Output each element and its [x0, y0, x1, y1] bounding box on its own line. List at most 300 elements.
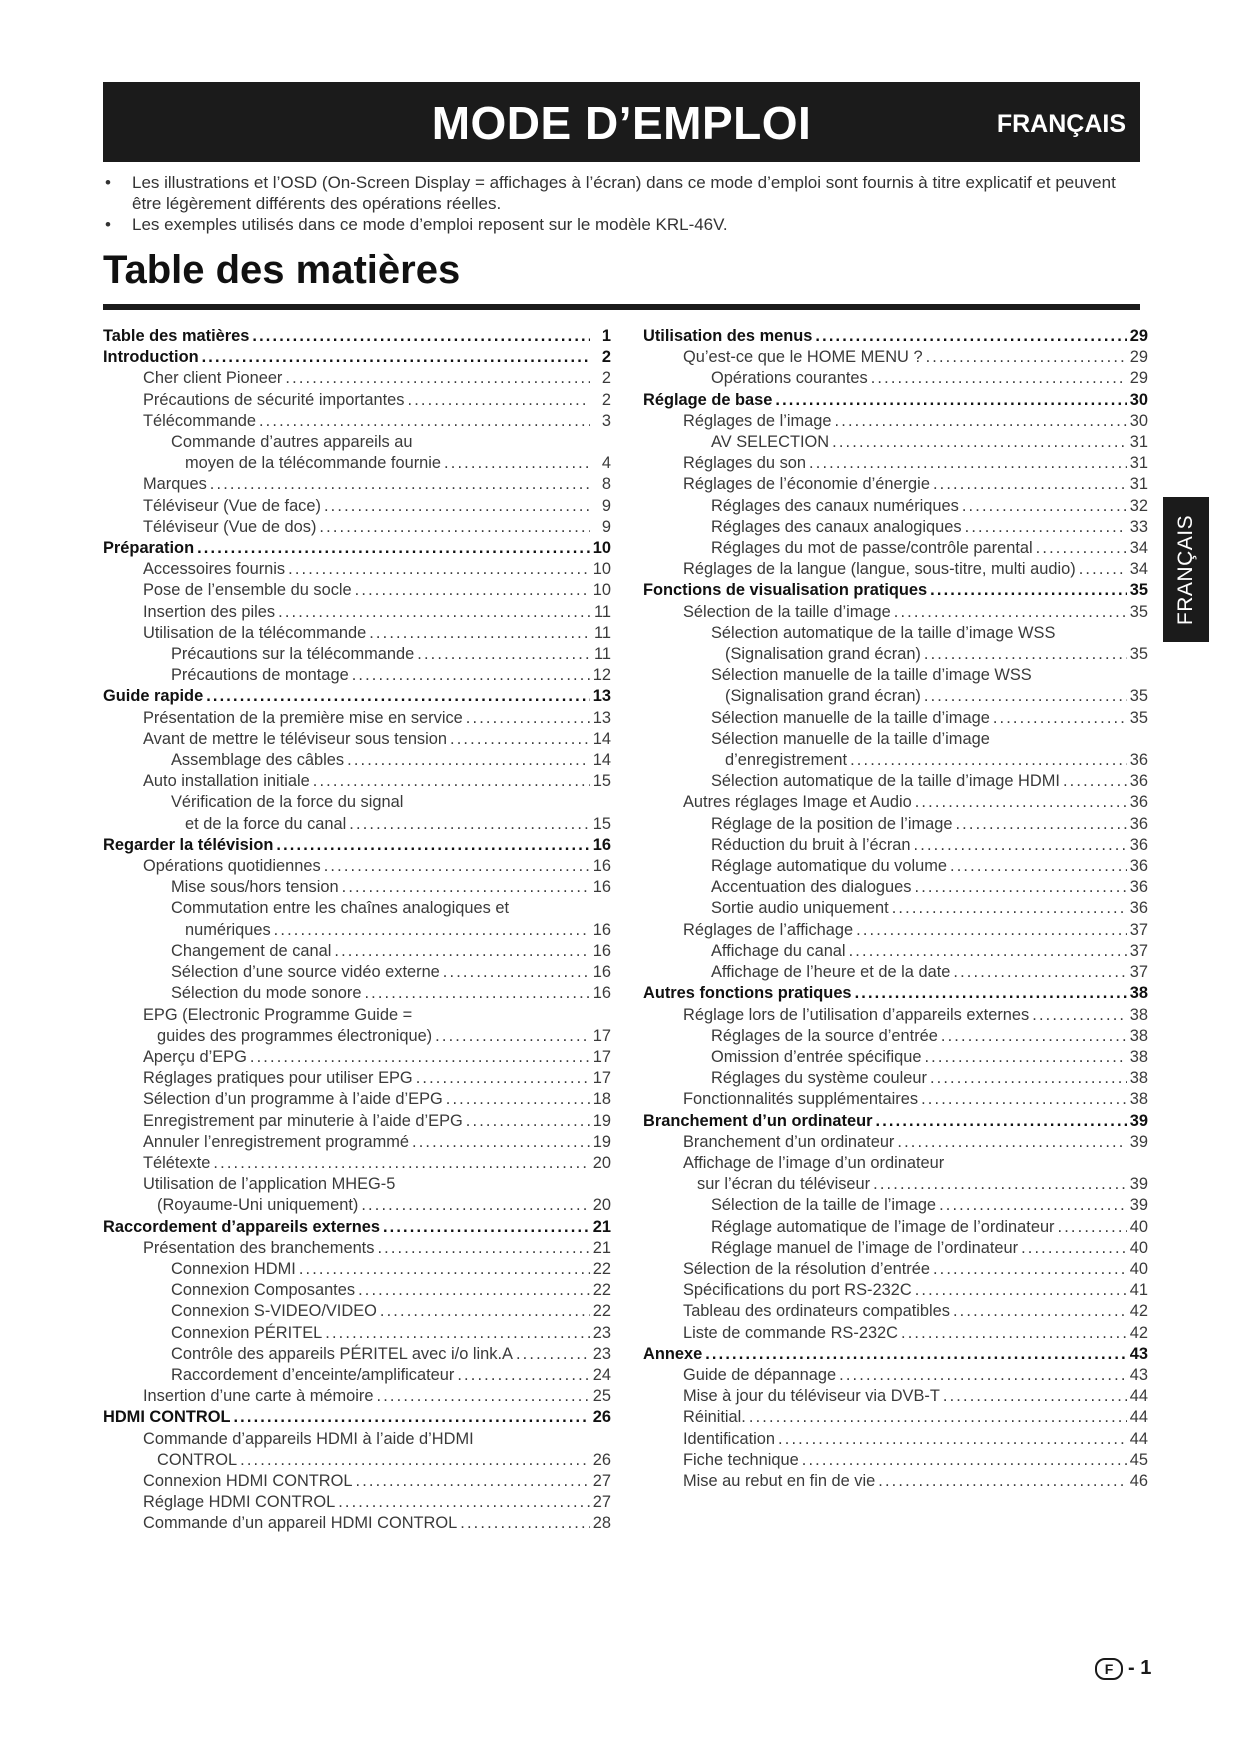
- toc-entry[interactable]: [643, 1238, 1148, 1259]
- toc-entry-title: Assemblage des câbles: [171, 751, 345, 770]
- toc-entry-title: Auto installation initiale: [143, 772, 310, 791]
- toc-entry-page: 26: [592, 1408, 611, 1427]
- dot-leader: [778, 1429, 1127, 1450]
- toc-entry-page: 10: [592, 581, 611, 600]
- toc-entry[interactable]: [643, 411, 1148, 432]
- toc-entry-page: 16: [592, 835, 611, 854]
- toc-section-entry[interactable]: [643, 1344, 1148, 1365]
- toc-entry[interactable]: [643, 792, 1148, 813]
- toc-entry-page: 15: [592, 814, 611, 833]
- toc-entry[interactable]: [643, 729, 1148, 750]
- toc-entry-title: Réglages de l’économie d’énergie: [683, 475, 930, 494]
- toc-entry-title: Réglage de la position de l’image: [711, 814, 953, 833]
- dot-leader: [355, 580, 590, 601]
- page-number-text: - 1: [1128, 1657, 1152, 1679]
- toc-entry[interactable]: [643, 644, 1148, 665]
- dot-leader: [924, 686, 1127, 707]
- toc-entry-page: 11: [593, 623, 611, 642]
- toc-entry-page: 38: [1129, 1069, 1148, 1088]
- toc-entry-title: sur l’écran du téléviseur: [697, 1175, 871, 1194]
- toc-entry-page: 21: [592, 1217, 611, 1236]
- toc-entry-title: CONTROL: [157, 1450, 238, 1469]
- toc-entry-title: Connexion PÉRITEL: [171, 1323, 323, 1342]
- dot-leader: [412, 1132, 590, 1153]
- toc-entry-page: 41: [1129, 1281, 1148, 1300]
- toc-entry[interactable]: [643, 1365, 1148, 1386]
- toc-entry[interactable]: [643, 347, 1148, 368]
- toc-entry[interactable]: [103, 517, 611, 538]
- toc-entry[interactable]: [643, 898, 1148, 919]
- f-circle-icon: F: [1095, 1658, 1123, 1680]
- toc-entry-title: Fiche technique: [683, 1450, 799, 1469]
- toc-entry[interactable]: [643, 1323, 1148, 1344]
- toc-entry-page: 44: [1129, 1408, 1148, 1427]
- toc-entry-title: Sélection manuelle de la taille d’image WSS: [711, 666, 1032, 685]
- toc-entry-title: (Royaume-Uni uniquement): [157, 1196, 359, 1215]
- dot-leader: [993, 708, 1127, 729]
- toc-entry-title: Introduction: [103, 348, 199, 367]
- toc-section-entry[interactable]: [103, 1407, 611, 1428]
- toc-entry-title: Téléviseur (Vue de dos): [143, 517, 317, 536]
- toc-entry-title: Marques: [143, 475, 207, 494]
- toc-section-entry[interactable]: [103, 686, 611, 707]
- toc-entry[interactable]: [643, 1026, 1148, 1047]
- dot-leader: [809, 453, 1127, 474]
- toc-entry-title: moyen de la télécommande fournie: [185, 454, 442, 473]
- toc-entry[interactable]: [643, 559, 1148, 580]
- toc-entry[interactable]: [103, 411, 611, 432]
- toc-entry-page: 19: [592, 1111, 611, 1130]
- toc-entry[interactable]: [103, 1132, 611, 1153]
- toc-entry[interactable]: [643, 856, 1148, 877]
- dot-leader: [288, 559, 590, 580]
- toc-entry-title: Téléviseur (Vue de face): [143, 496, 321, 515]
- toc-entry-page: 36: [1129, 751, 1148, 770]
- toc-entry-page: 25: [592, 1387, 611, 1406]
- toc-entry[interactable]: [103, 898, 611, 919]
- toc-entry[interactable]: [103, 1238, 611, 1259]
- toc-entry-title: Précautions de sécurité importantes: [143, 390, 405, 409]
- toc-entry[interactable]: [103, 792, 611, 813]
- toc-entry-page: 10: [592, 560, 611, 579]
- toc-entry-page: 17: [592, 1047, 611, 1066]
- toc-entry[interactable]: [643, 686, 1148, 707]
- toc-entry-page: 33: [1129, 517, 1148, 536]
- toc-entry[interactable]: [643, 665, 1148, 686]
- toc-entry-title: Autres fonctions pratiques: [643, 984, 852, 1003]
- dot-leader: [878, 1471, 1127, 1492]
- toc-entry[interactable]: [103, 877, 611, 898]
- toc-entry[interactable]: [643, 708, 1148, 729]
- toc-entry[interactable]: [103, 623, 611, 644]
- dot-leader: [924, 1047, 1126, 1068]
- toc-entry-title: Changement de canal: [171, 941, 332, 960]
- toc-entry-page: 36: [1129, 814, 1148, 833]
- toc-entry[interactable]: [643, 1280, 1148, 1301]
- toc-entry-page: 35: [1129, 645, 1148, 664]
- toc-entry-page: 9: [601, 496, 611, 515]
- dot-leader: [466, 708, 590, 729]
- toc-entry-page: 13: [592, 687, 611, 706]
- toc-entry-page: 37: [1129, 920, 1148, 939]
- side-tab-label: FRANÇAIS: [1174, 514, 1197, 625]
- dot-leader: [1032, 1005, 1127, 1026]
- toc-entry[interactable]: [643, 750, 1148, 771]
- dot-leader: [933, 474, 1127, 495]
- toc-section-entry[interactable]: [643, 326, 1148, 347]
- dot-leader: [197, 538, 590, 559]
- dot-leader: [444, 453, 590, 474]
- toc-entry-title: Spécifications du port RS-232C: [683, 1281, 912, 1300]
- toc-entry-page: 45: [1129, 1450, 1148, 1469]
- header-bar: [103, 82, 1140, 162]
- toc-entry[interactable]: [643, 1301, 1148, 1322]
- toc-entry[interactable]: [103, 1047, 611, 1068]
- toc-entry[interactable]: [103, 962, 611, 983]
- toc-entry[interactable]: [643, 941, 1148, 962]
- dot-leader: [915, 1280, 1127, 1301]
- toc-entry[interactable]: [643, 1259, 1148, 1280]
- dot-leader: [839, 1365, 1127, 1386]
- toc-entry-title: Mise à jour du téléviseur via DVB-T: [683, 1387, 940, 1406]
- toc-entry-page: 38: [1129, 1026, 1148, 1045]
- toc-entry[interactable]: [643, 517, 1148, 538]
- dot-leader: [856, 920, 1127, 941]
- toc-entry-title: Contrôle des appareils PÉRITEL avec i/o link.A: [171, 1344, 513, 1363]
- toc-entry-page: 14: [592, 729, 611, 748]
- toc-entry[interactable]: [103, 1429, 611, 1450]
- toc-entry-title: Enregistrement par minuterie à l’aide d’EPG: [143, 1111, 463, 1130]
- toc-entry-title: Commande d’autres appareils au: [171, 433, 413, 452]
- dot-leader: [210, 474, 590, 495]
- toc-entry-title: Sélection d’une source vidéo externe: [171, 963, 440, 982]
- toc-entry-page: 38: [1129, 1047, 1148, 1066]
- dot-leader: [324, 856, 590, 877]
- dot-leader: [915, 792, 1127, 813]
- toc-entry-page: 17: [592, 1026, 611, 1045]
- toc-section-entry[interactable]: [103, 347, 611, 368]
- dot-leader: [416, 1068, 590, 1089]
- dot-leader: [338, 1492, 590, 1513]
- toc-entry[interactable]: [643, 602, 1148, 623]
- toc-entry-title: Fonctions de visualisation pratiques: [643, 581, 928, 600]
- toc-entry-page: 31: [1129, 433, 1148, 452]
- toc-entry-page: 39: [1129, 1196, 1148, 1215]
- dot-leader: [352, 665, 590, 686]
- toc-entry[interactable]: [103, 644, 611, 665]
- toc-section-entry[interactable]: [643, 1111, 1148, 1132]
- toc-entry-page: 29: [1129, 369, 1148, 388]
- toc-entry[interactable]: [103, 1089, 611, 1110]
- toc-entry-page: 46: [1129, 1471, 1148, 1490]
- dot-leader: [1063, 771, 1127, 792]
- toc-entry[interactable]: [643, 835, 1148, 856]
- toc-entry[interactable]: [643, 1174, 1148, 1195]
- dot-leader: [516, 1344, 590, 1365]
- toc-entry-page: 2: [601, 348, 611, 367]
- dot-leader: [358, 1280, 590, 1301]
- dot-leader: [276, 835, 589, 856]
- toc-entry-page: 44: [1129, 1387, 1148, 1406]
- toc-entry[interactable]: [103, 1068, 611, 1089]
- toc-entry-page: 16: [592, 963, 611, 982]
- toc-entry[interactable]: [103, 1323, 611, 1344]
- toc-entry[interactable]: [103, 1174, 611, 1195]
- toc-entry[interactable]: [643, 1153, 1148, 1174]
- toc-entry[interactable]: [643, 920, 1148, 941]
- toc-entry[interactable]: [103, 983, 611, 1004]
- toc-entry[interactable]: [103, 750, 611, 771]
- dot-leader: [450, 729, 590, 750]
- dot-leader: [892, 898, 1127, 919]
- toc-entry[interactable]: [103, 920, 611, 941]
- toc-entry-page: 10: [592, 539, 611, 558]
- toc-entry[interactable]: [643, 1429, 1148, 1450]
- toc-entry[interactable]: [103, 771, 611, 792]
- toc-entry-page: 34: [1129, 560, 1148, 579]
- toc-entry[interactable]: [643, 538, 1148, 559]
- toc-entry-title: Présentation des branchements: [143, 1238, 375, 1257]
- toc-entry-page: 29: [1129, 348, 1148, 367]
- toc-entry-title: Réglages de l’affichage: [683, 920, 854, 939]
- toc-entry-title: Connexion S-VIDEO/VIDEO: [171, 1302, 377, 1321]
- toc-entry[interactable]: [643, 1047, 1148, 1068]
- toc-entry[interactable]: [643, 496, 1148, 517]
- toc-section-entry[interactable]: [643, 580, 1148, 601]
- toc-entry[interactable]: [103, 1301, 611, 1322]
- toc-entry[interactable]: [103, 1450, 611, 1471]
- toc-entry-page: 36: [1129, 793, 1148, 812]
- toc-section-entry[interactable]: [103, 326, 611, 347]
- toc-entry[interactable]: [103, 368, 611, 389]
- dot-leader: [849, 941, 1127, 962]
- dot-leader: [278, 602, 590, 623]
- toc-entry-title: Réglages pratiques pour utiliser EPG: [143, 1069, 413, 1088]
- toc-entry[interactable]: [103, 453, 611, 474]
- toc-entry[interactable]: [103, 708, 611, 729]
- toc-entry-page: 30: [1129, 390, 1148, 409]
- toc-entry-page: 15: [592, 772, 611, 791]
- toc-entry-page: 16: [592, 878, 611, 897]
- toc-section-entry[interactable]: [643, 983, 1148, 1004]
- dot-leader: [299, 1259, 590, 1280]
- toc-entry-title: Sélection automatique de la taille d’image HDMI: [711, 772, 1060, 791]
- toc-entry-title: Table des matières: [103, 327, 250, 345]
- toc-entry-page: 35: [1129, 708, 1148, 727]
- toc-entry-title: Connexion Composantes: [171, 1281, 356, 1300]
- note-text: Les illustrations et l’OSD (On-Screen Display = affichages à l’écran) dans ce mode d’emploi sont fournis à titre explicatif et peuvent être légèrement différents des opérations réelles.: [132, 173, 1116, 213]
- toc-entry-page: 16: [592, 920, 611, 939]
- toc-entry[interactable]: [103, 1195, 611, 1216]
- toc-entry[interactable]: [643, 1450, 1148, 1471]
- toc-entry[interactable]: [103, 1365, 611, 1386]
- toc-entry-title: Réglage HDMI CONTROL: [143, 1493, 336, 1512]
- toc-entry-title: Guide de dépannage: [683, 1365, 837, 1384]
- toc-section-entry[interactable]: [643, 390, 1148, 411]
- toc-entry[interactable]: [643, 1195, 1148, 1216]
- toc-entry[interactable]: [643, 432, 1148, 453]
- toc-entry[interactable]: [103, 665, 611, 686]
- dot-leader: [361, 1195, 589, 1216]
- toc-entry-title: d’enregistrement: [725, 751, 848, 770]
- toc-entry-title: Accessoires fournis: [143, 560, 286, 579]
- toc-entry-title: Qu’est-ce que le HOME MENU ?: [683, 348, 923, 367]
- toc-entry-page: 39: [1129, 1132, 1148, 1151]
- toc-entry-title: Sélection du mode sonore: [171, 984, 362, 1003]
- dot-leader: [850, 750, 1127, 771]
- toc-entry-title: EPG (Electronic Programme Guide =: [143, 1005, 413, 1024]
- dot-leader: [953, 962, 1126, 983]
- toc-entry[interactable]: [103, 1153, 611, 1174]
- toc-entry[interactable]: [103, 1386, 611, 1407]
- toc-entry-page: 26: [592, 1450, 611, 1469]
- toc-entry-title: Avant de mettre le téléviseur sous tension: [143, 729, 448, 748]
- toc-entry[interactable]: [643, 1005, 1148, 1026]
- toc-entry[interactable]: [103, 474, 611, 495]
- toc-entry-title: Télétexte: [143, 1153, 211, 1172]
- toc-entry[interactable]: [103, 1259, 611, 1280]
- toc-entry-title: Précautions de montage: [171, 666, 349, 685]
- toc-entry[interactable]: [103, 1471, 611, 1492]
- toc-entry[interactable]: [103, 1026, 611, 1047]
- toc-entry-page: 19: [592, 1132, 611, 1151]
- dot-leader: [835, 411, 1127, 432]
- toc-entry[interactable]: [103, 432, 611, 453]
- toc-entry-page: 40: [1129, 1238, 1148, 1257]
- toc-entry-title: Connexion HDMI: [171, 1259, 296, 1278]
- toc-entry[interactable]: [103, 559, 611, 580]
- dot-leader: [965, 517, 1127, 538]
- toc-entry-page: 34: [1129, 539, 1148, 558]
- dot-leader: [873, 1174, 1127, 1195]
- toc-entry[interactable]: [643, 877, 1148, 898]
- dot-leader: [953, 1301, 1127, 1322]
- dot-leader: [250, 1047, 590, 1068]
- dot-leader: [815, 326, 1126, 347]
- toc-entry-title: Affichage de l’heure et de la date: [711, 963, 951, 982]
- toc-entry-title: Commande d’appareils HDMI à l’aide d’HDMI: [143, 1429, 474, 1448]
- toc-entry-title: Utilisation de la télécommande: [143, 623, 367, 642]
- dot-leader: [901, 1323, 1127, 1344]
- toc-entry-title: Pose de l’ensemble du socle: [143, 581, 352, 600]
- toc-entry[interactable]: [643, 1132, 1148, 1153]
- document-title: MODE D’EMPLOI: [431, 97, 812, 149]
- dot-leader: [962, 496, 1127, 517]
- toc-entry-title: Connexion HDMI CONTROL: [143, 1471, 353, 1490]
- dot-leader: [832, 432, 1127, 453]
- dot-leader: [950, 856, 1127, 877]
- dot-leader: [1079, 559, 1127, 580]
- toc-entry-page: 27: [592, 1471, 611, 1490]
- toc-entry-title: Accentuation des dialogues: [711, 878, 912, 897]
- toc-entry-page: 16: [592, 941, 611, 960]
- toc-entry-title: Omission d’entrée spécifique: [711, 1047, 922, 1066]
- dot-leader: [285, 368, 590, 389]
- bullet-icon: •: [105, 173, 111, 192]
- toc-entry[interactable]: [103, 941, 611, 962]
- toc-entry[interactable]: [643, 474, 1148, 495]
- toc-entry[interactable]: [103, 496, 611, 517]
- toc-entry[interactable]: [103, 602, 611, 623]
- heading-divider: [103, 304, 1140, 310]
- toc-entry[interactable]: [103, 580, 611, 601]
- toc-entry-page: 36: [1129, 899, 1148, 918]
- toc-entry-page: 9: [601, 517, 611, 536]
- toc-entry[interactable]: [643, 1068, 1148, 1089]
- toc-entry-title: HDMI CONTROL: [103, 1408, 231, 1427]
- dot-leader: [240, 1450, 590, 1471]
- page-number: [1095, 1657, 1151, 1680]
- toc-entry[interactable]: [643, 1089, 1148, 1110]
- toc-entry[interactable]: [103, 856, 611, 877]
- toc-entry-page: 36: [1129, 772, 1148, 791]
- dot-leader: [383, 1217, 590, 1238]
- toc-entry-title: Raccordement d’enceinte/amplificateur: [171, 1365, 455, 1384]
- dot-leader: [364, 983, 589, 1004]
- toc-entry-page: 8: [601, 475, 611, 494]
- dot-leader: [897, 1132, 1126, 1153]
- dot-leader: [955, 814, 1126, 835]
- toc-entry-title: (Signalisation grand écran): [725, 645, 921, 664]
- toc-entry[interactable]: [103, 814, 611, 835]
- toc-entry[interactable]: [643, 1471, 1148, 1492]
- toc-entry[interactable]: [643, 771, 1148, 792]
- toc-section-entry[interactable]: [103, 538, 611, 559]
- toc-entry-page: 36: [1129, 878, 1148, 897]
- dot-leader: [380, 1301, 590, 1322]
- toc-entry-title: Annuler l’enregistrement programmé: [143, 1132, 410, 1151]
- toc-entry[interactable]: [103, 729, 611, 750]
- toc-entry-page: 28: [592, 1514, 611, 1533]
- toc-entry-page: 23: [592, 1344, 611, 1363]
- toc-entry-title: Sélection de la taille d’image: [683, 602, 891, 621]
- toc-entry[interactable]: [643, 368, 1148, 389]
- toc-entry[interactable]: [103, 1111, 611, 1132]
- dot-leader: [259, 411, 590, 432]
- toc-entry-page: 29: [1129, 327, 1148, 345]
- toc-entry[interactable]: [103, 1492, 611, 1513]
- toc-entry[interactable]: [643, 814, 1148, 835]
- toc-entry-title: Regarder la télévision: [103, 835, 274, 854]
- toc-entry[interactable]: [103, 1513, 611, 1534]
- toc-entry[interactable]: [643, 1407, 1148, 1428]
- toc-entry[interactable]: [103, 390, 611, 411]
- toc-entry[interactable]: [643, 453, 1148, 474]
- dot-leader: [1058, 1217, 1127, 1238]
- toc-entry-page: 43: [1129, 1344, 1148, 1363]
- dot-leader: [443, 962, 590, 983]
- toc-entry-title: Fonctionnalités supplémentaires: [683, 1090, 919, 1109]
- toc-section-entry[interactable]: [103, 1217, 611, 1238]
- toc-entry[interactable]: [643, 962, 1148, 983]
- dot-leader: [349, 814, 589, 835]
- toc-entry-page: 31: [1129, 475, 1148, 494]
- toc-entry[interactable]: [643, 1386, 1148, 1407]
- toc-entry[interactable]: [103, 1344, 611, 1365]
- toc-entry-page: 3: [601, 411, 611, 430]
- toc-entry-title: Insertion des piles: [143, 602, 276, 621]
- toc-entry-page: 2: [601, 369, 611, 388]
- toc-entry-title: Réglages de la langue (langue, sous-titre, multi audio): [683, 560, 1076, 579]
- toc-section-entry[interactable]: [103, 835, 611, 856]
- toc-entry-title: Raccordement d’appareils externes: [103, 1217, 380, 1236]
- toc-entry[interactable]: [103, 1280, 611, 1301]
- toc-entry-title: Réglage manuel de l’image de l’ordinateur: [711, 1238, 1019, 1257]
- toc-entry[interactable]: [643, 1217, 1148, 1238]
- toc-entry[interactable]: [643, 623, 1148, 644]
- dot-leader: [324, 496, 590, 517]
- toc-entry[interactable]: [103, 1005, 611, 1026]
